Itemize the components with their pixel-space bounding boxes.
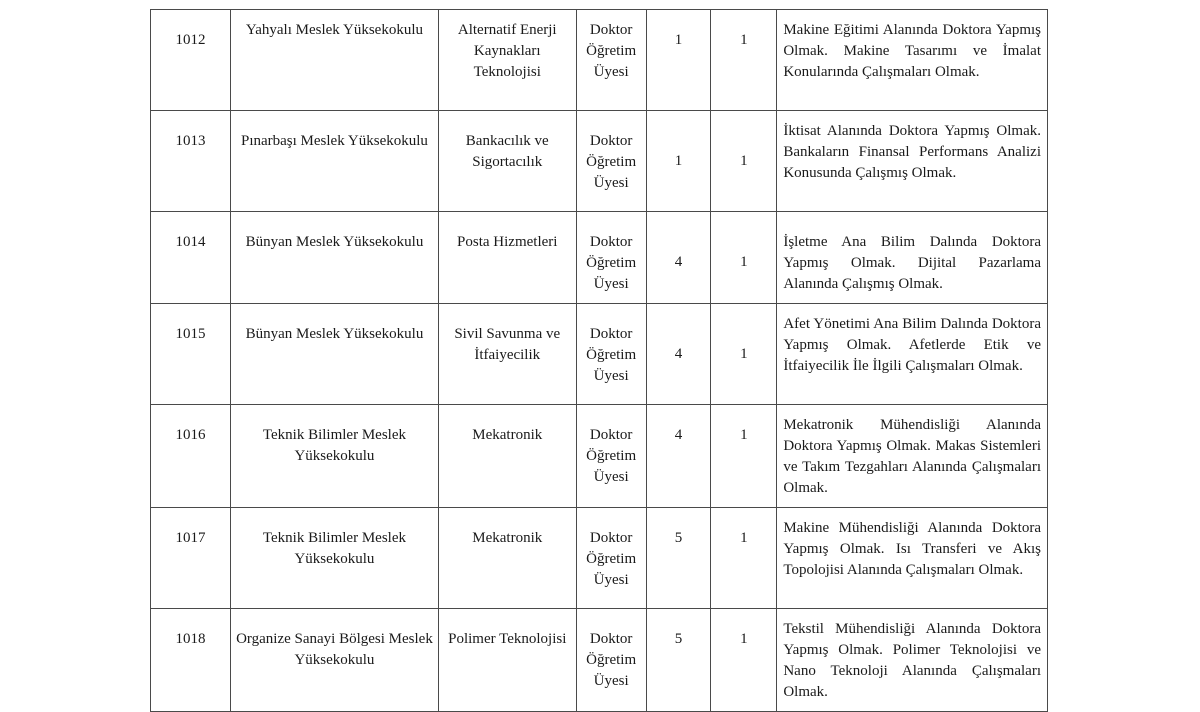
unit-name: Pınarbaşı Meslek Yüksekokulu bbox=[240, 133, 428, 149]
title-cell bbox=[576, 609, 646, 712]
requirement-text: Mekatronik Mühendisliği Alanında Doktora Yapmış Olmak. Makas Sistemleri ve Takım Tezgahları Alanında Çalışmaları Olmak. bbox=[783, 417, 1041, 496]
program-cell bbox=[438, 405, 576, 508]
requirement-text: Makine Mühendisliği Alanında Doktora Yapmış Olmak. Isı Transferi ve Akış Topolojisi Alanında Çalışmaları Olmak. bbox=[783, 520, 1041, 578]
academic-title: Doktor Öğretim Üyesi bbox=[586, 427, 637, 485]
title-cell bbox=[576, 508, 646, 609]
position-number: 1013 bbox=[175, 133, 206, 149]
requirement-cell bbox=[777, 405, 1048, 508]
requirement-cell bbox=[777, 304, 1048, 405]
quota-value: 1 bbox=[740, 427, 748, 443]
requirement-cell bbox=[777, 212, 1048, 304]
quota-value: 1 bbox=[740, 530, 748, 546]
table-row bbox=[151, 609, 1048, 712]
table-row bbox=[151, 304, 1048, 405]
table-row bbox=[151, 10, 1048, 111]
academic-title: Doktor Öğretim Üyesi bbox=[586, 22, 637, 80]
unit-cell bbox=[231, 304, 439, 405]
count-cell bbox=[646, 508, 711, 609]
count-cell bbox=[646, 212, 711, 304]
title-cell bbox=[576, 111, 646, 212]
position-number-cell bbox=[151, 111, 231, 212]
program-cell bbox=[438, 111, 576, 212]
program-name: Sivil Savunma ve İtfaiyecilik bbox=[454, 326, 561, 363]
quota-value: 1 bbox=[740, 346, 748, 362]
academic-title: Doktor Öğretim Üyesi bbox=[586, 326, 637, 384]
title-cell bbox=[576, 405, 646, 508]
count-value: 4 bbox=[674, 427, 683, 443]
quota-cell bbox=[711, 10, 777, 111]
program-name: Mekatronik bbox=[472, 530, 543, 546]
unit-cell bbox=[231, 405, 439, 508]
title-cell bbox=[576, 304, 646, 405]
table-body bbox=[151, 10, 1048, 712]
table-row bbox=[151, 405, 1048, 508]
requirement-cell bbox=[777, 508, 1048, 609]
table-row bbox=[151, 508, 1048, 609]
requirement-cell bbox=[777, 10, 1048, 111]
academic-title: Doktor Öğretim Üyesi bbox=[586, 631, 637, 689]
program-name: Polimer Teknolojisi bbox=[448, 631, 567, 647]
program-cell bbox=[438, 508, 576, 609]
position-number: 1018 bbox=[175, 631, 206, 647]
position-number-cell bbox=[151, 609, 231, 712]
unit-name: Bünyan Meslek Yüksekokulu bbox=[245, 326, 424, 342]
requirement-cell bbox=[777, 111, 1048, 212]
unit-name: Organize Sanayi Bölgesi Meslek Yüksekokulu bbox=[236, 631, 433, 668]
requirement-cell bbox=[777, 609, 1048, 712]
count-value: 5 bbox=[674, 530, 683, 546]
count-cell bbox=[646, 10, 711, 111]
unit-name: Yahyalı Meslek Yüksekokulu bbox=[245, 22, 423, 38]
unit-cell bbox=[231, 111, 439, 212]
unit-cell bbox=[231, 508, 439, 609]
position-number-cell bbox=[151, 10, 231, 111]
program-name: Mekatronik bbox=[472, 427, 543, 443]
program-cell bbox=[438, 609, 576, 712]
unit-name: Bünyan Meslek Yüksekokulu bbox=[245, 234, 424, 250]
academic-title: Doktor Öğretim Üyesi bbox=[586, 234, 637, 292]
requirement-text: İşletme Ana Bilim Dalında Doktora Yapmış Olmak. Dijital Pazarlama Alanında Çalışmış Olmak. bbox=[783, 234, 1041, 292]
academic-title: Doktor Öğretim Üyesi bbox=[586, 133, 637, 191]
position-number: 1014 bbox=[175, 234, 206, 250]
position-number: 1017 bbox=[175, 530, 206, 546]
position-number: 1015 bbox=[175, 326, 206, 342]
position-number-cell bbox=[151, 212, 231, 304]
table-row bbox=[151, 111, 1048, 212]
program-cell bbox=[438, 10, 576, 111]
position-number-cell bbox=[151, 508, 231, 609]
position-number-cell bbox=[151, 304, 231, 405]
quota-value: 1 bbox=[740, 32, 748, 48]
program-name: Posta Hizmetleri bbox=[457, 234, 558, 250]
unit-name: Teknik Bilimler Meslek Yüksekokulu bbox=[262, 427, 406, 464]
requirement-text: İktisat Alanında Doktora Yapmış Olmak. Bankaların Finansal Performans Analizi Konusunda Çalışmış Olmak. bbox=[783, 123, 1041, 181]
count-value: 4 bbox=[674, 346, 683, 362]
unit-name: Teknik Bilimler Meslek Yüksekokulu bbox=[262, 530, 406, 567]
table-row bbox=[151, 212, 1048, 304]
program-cell bbox=[438, 212, 576, 304]
count-cell bbox=[646, 111, 711, 212]
title-cell bbox=[576, 10, 646, 111]
requirement-text: Makine Eğitimi Alanında Doktora Yapmış Olmak. Makine Tasarımı ve İmalat Konularında Çalışmaları Olmak. bbox=[783, 22, 1041, 80]
quota-cell bbox=[711, 508, 777, 609]
program-cell bbox=[438, 304, 576, 405]
count-value: 1 bbox=[674, 153, 683, 169]
unit-cell bbox=[231, 212, 439, 304]
position-number: 1016 bbox=[175, 427, 206, 443]
count-cell bbox=[646, 304, 711, 405]
position-number: 1012 bbox=[175, 32, 206, 48]
program-name: Alternatif Enerji Kaynakları Teknolojisi bbox=[457, 22, 557, 80]
position-number-cell bbox=[151, 405, 231, 508]
quota-cell bbox=[711, 304, 777, 405]
quota-cell bbox=[711, 405, 777, 508]
unit-cell bbox=[231, 609, 439, 712]
academic-title: Doktor Öğretim Üyesi bbox=[586, 530, 637, 588]
title-cell bbox=[576, 212, 646, 304]
staff-positions-table bbox=[150, 9, 1048, 712]
quota-cell bbox=[711, 609, 777, 712]
quota-value: 1 bbox=[740, 153, 748, 169]
unit-cell bbox=[231, 10, 439, 111]
quota-cell bbox=[711, 212, 777, 304]
requirement-text: Tekstil Mühendisliği Alanında Doktora Yapmış Olmak. Polimer Teknolojisi ve Nano Teknoloji Alanında Çalışmaları Olmak. bbox=[783, 621, 1041, 700]
quota-value: 1 bbox=[740, 254, 748, 270]
count-value: 4 bbox=[674, 254, 683, 270]
count-value: 5 bbox=[674, 631, 683, 647]
count-value: 1 bbox=[674, 32, 683, 48]
count-cell bbox=[646, 405, 711, 508]
count-cell bbox=[646, 609, 711, 712]
quota-value: 1 bbox=[740, 631, 748, 647]
program-name: Bankacılık ve Sigortacılık bbox=[465, 133, 549, 170]
requirement-text: Afet Yönetimi Ana Bilim Dalında Doktora Yapmış Olmak. Afetlerde Etik ve İtfaiyecilik İle İlgili Çalışmaları Olmak. bbox=[783, 316, 1041, 374]
quota-cell bbox=[711, 111, 777, 212]
